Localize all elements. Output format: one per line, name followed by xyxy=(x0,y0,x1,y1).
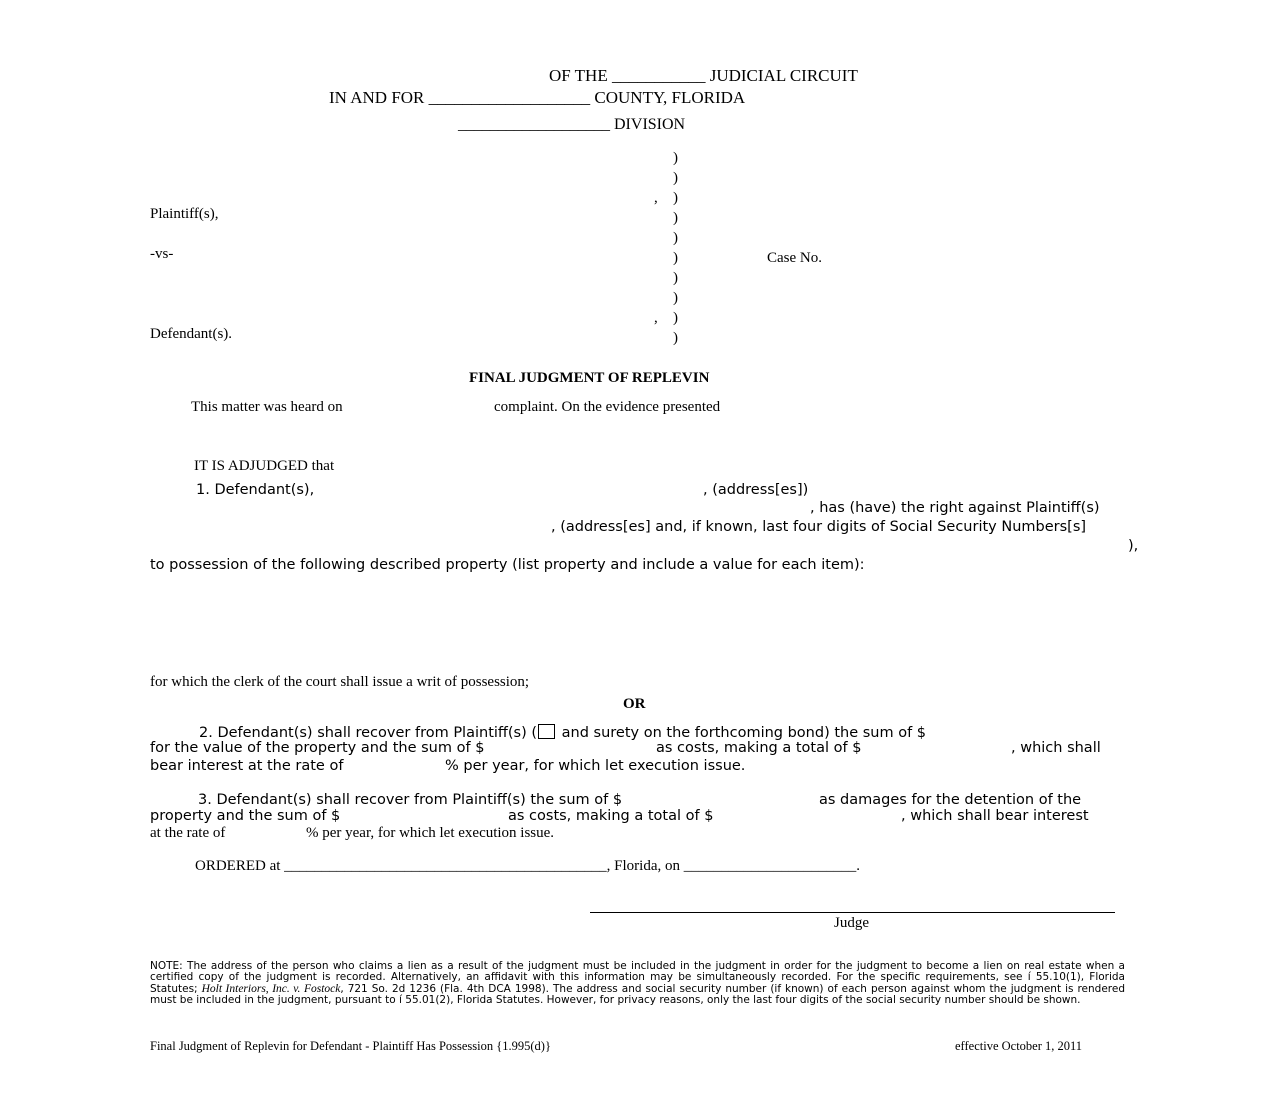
item2-line1-end: and surety on the forthcoming bond) the sum of $ xyxy=(557,725,927,741)
item1-writ: for which the clerk of the court shall issue a writ of possession; xyxy=(150,674,530,690)
vs-label: -vs- xyxy=(150,246,174,262)
caption-paren: ) xyxy=(673,290,678,306)
note-text-2: , 721 So. 2d 1236 (Fla. 4th DCA 1998). The address and social security number (if known) of each person against whom the judgment is rendered must be included in the judgment, pursuant to í 55.01(2), Florida Statutes. However, for privacy reasons, only the last four digits of the social security number should be shown. xyxy=(150,982,1125,1006)
caption-paren: ) xyxy=(673,150,678,166)
item3-bear-interest: , which shall bear interest xyxy=(901,808,1089,824)
item1-close: ), xyxy=(1128,538,1139,554)
header-county-line: IN AND FOR ___________________ COUNTY, FLORIDA xyxy=(329,88,746,107)
judge-signature-line xyxy=(590,912,1115,913)
caption-comma: , xyxy=(654,190,658,206)
case-number-label: Case No. xyxy=(767,250,822,266)
plaintiff-label: Plaintiff(s), xyxy=(150,206,219,222)
item1-address-ssn: , (address[es] and, if known, last four digits of Social Security Numbers[s] xyxy=(551,519,1087,535)
caption-comma: , xyxy=(654,310,658,326)
caption-paren: ) xyxy=(673,210,678,226)
caption-paren: ) xyxy=(673,190,678,206)
item1-possession: to possession of the following described property (list property and include a value for each item): xyxy=(150,557,865,573)
item3-property-sum: property and the sum of $ xyxy=(150,808,341,824)
judge-label: Judge xyxy=(834,915,869,931)
item2-line1-start: 2. Defendant(s) shall recover from Plaintiff(s) ( xyxy=(199,725,538,741)
item1-address: , (address[es]) xyxy=(703,482,809,498)
item3-damages: as damages for the detention of the xyxy=(819,792,1082,808)
header-circuit-line: OF THE ___________ JUDICIAL CIRCUIT xyxy=(549,66,858,85)
caption-paren: ) xyxy=(673,330,678,346)
ordered-line: ORDERED at ___________________________________________, Florida, on _______________________. xyxy=(195,858,860,874)
adjudged-heading: IT IS ADJUDGED that xyxy=(194,458,335,474)
intro-heard-on: This matter was heard on xyxy=(191,399,343,415)
item3-line1: 3. Defendant(s) shall recover from Plaintiff(s) the sum of $ xyxy=(198,792,623,808)
item2-per-year: % per year, for which let execution issue. xyxy=(445,758,746,774)
item2-line1 xyxy=(199,724,926,741)
item1-defendant: 1. Defendant(s), xyxy=(196,482,315,498)
caption-paren: ) xyxy=(673,310,678,326)
defendant-label: Defendant(s). xyxy=(150,326,233,342)
item1-right-against: , has (have) the right against Plaintiff(s) xyxy=(810,500,1100,516)
or-separator: OR xyxy=(623,696,646,712)
privacy-note xyxy=(150,961,1125,1006)
item2-which-shall: , which shall xyxy=(1011,740,1101,756)
header-division-line: ___________________ DIVISION xyxy=(458,116,686,133)
item3-costs: as costs, making a total of $ xyxy=(508,808,714,824)
footer-effective-date: effective October 1, 2011 xyxy=(955,1039,1083,1053)
note-case-citation: Holt Interiors, Inc. v. Fostock xyxy=(201,982,341,995)
item2-value-property: for the value of the property and the sum of $ xyxy=(150,740,485,756)
document-title: FINAL JUDGMENT OF REPLEVIN xyxy=(469,370,710,386)
footer-form-title: Final Judgment of Replevin for Defendant - Plaintiff Has Possession {1.995(d)} xyxy=(150,1039,551,1053)
intro-evidence: complaint. On the evidence presented xyxy=(494,399,721,415)
note-text-1: NOTE: The address of the person who claims a lien as a result of the judgment must be included in the judgment in order for the judgment to become a lien on real estate when a certified copy of the judgment is recorded. Alternatively, an affidavit with this information may be simultaneously recorded. For the specific requirements, see í 55.10(1), Florida Statutes; xyxy=(150,960,1125,995)
item3-per-year: % per year, for which let execution issue. xyxy=(306,825,555,841)
caption-paren: ) xyxy=(673,230,678,246)
caption-paren: ) xyxy=(673,170,678,186)
surety-checkbox[interactable] xyxy=(538,724,555,739)
item2-costs: as costs, making a total of $ xyxy=(656,740,862,756)
caption-paren: ) xyxy=(673,270,678,286)
caption-paren: ) xyxy=(673,250,678,266)
item3-rate: at the rate of xyxy=(150,825,226,841)
item2-interest-rate: bear interest at the rate of xyxy=(150,758,344,774)
